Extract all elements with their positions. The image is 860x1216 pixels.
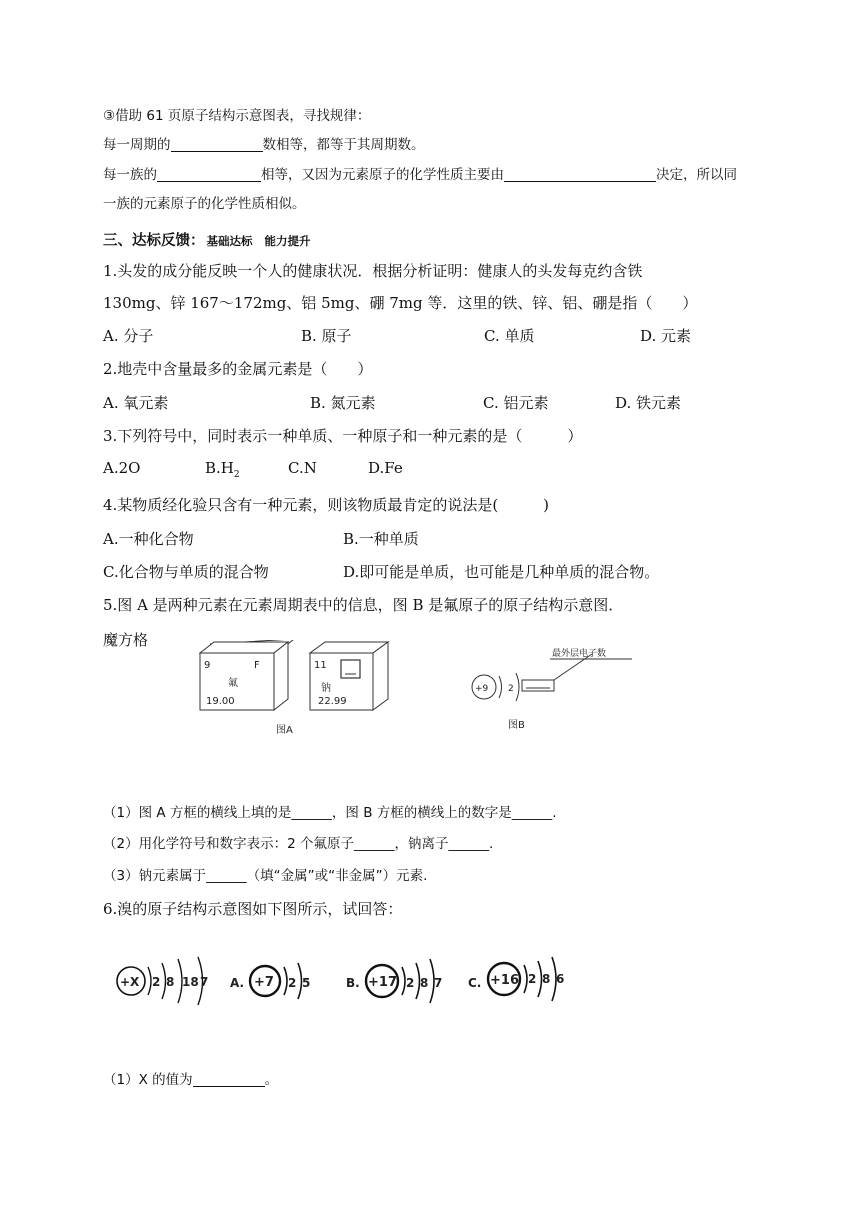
sodium-symbol-box (341, 660, 360, 678)
group-blank-1[interactable] (157, 168, 261, 183)
q1-line2: 130mg、锌 167～172mg、铝 5mg、硼 7mg 等．这里的铁、锌、铝、硼是指（ ） (103, 294, 698, 312)
atom-b-shell-3: 7 (434, 976, 443, 990)
section3-title: 三、达标反馈： (103, 233, 205, 249)
atom-option-c (468, 957, 564, 1001)
section3-heading (103, 229, 311, 250)
outer-electron-label: 最外层电子数 (552, 649, 607, 659)
x-value-blank[interactable] (193, 1073, 265, 1088)
figure-b (466, 640, 636, 740)
q3-option-b-sub: 2 (233, 470, 240, 480)
atom-diagrams (112, 945, 592, 1015)
atom-a-shell-2: 5 (302, 976, 311, 990)
sodium-mass: 22.99 (318, 696, 347, 707)
period-blank[interactable] (171, 138, 263, 153)
group-rule (103, 163, 737, 183)
period-rule-a: 每一周期的 (103, 137, 171, 153)
q3-option-b (205, 459, 240, 480)
q2-option-a: A. 氧元素 (103, 394, 169, 412)
q1-option-d: D. 元素 (640, 327, 692, 345)
sodium-number: 11 (314, 660, 327, 671)
q1-option-c: C. 单质 (484, 327, 535, 345)
q4-stem: 4.某物质经化验只含有一种元素，则该物质最肯定的说法是( ) (103, 496, 550, 514)
q5-sub2: （2）用化学符号和数字表示：2 个氟原子______，钠离子______. (103, 836, 494, 852)
atom-bromine (117, 957, 208, 1005)
atom-option-a (230, 963, 310, 999)
q2-option-d: D. 铁元素 (615, 394, 682, 412)
atom-option-b (346, 959, 442, 1003)
atom-b-shell-1: 2 (406, 976, 415, 990)
figure-a-caption: 图A (276, 725, 293, 736)
q4-option-c: C.化合物与单质的混合物 (103, 563, 269, 581)
bromine-charge: +X (120, 975, 140, 989)
bromine-shell-2: 8 (166, 975, 175, 989)
section3-sub1: 基础达标 (206, 234, 253, 248)
figure-a (190, 640, 430, 740)
q5-sub3: （3）钠元素属于______（填“金属”或“非金属”）元素. (103, 868, 428, 884)
atom-c-shell-3: 6 (556, 972, 565, 986)
outer-electron-box (522, 680, 554, 691)
atom-c-prefix: C. (468, 976, 482, 990)
shell-arc-1 (499, 676, 502, 698)
fluorine-number: 9 (204, 660, 211, 671)
atom-c-shell-1: 2 (528, 972, 537, 986)
period-rule-b: 数相等，都等于其周期数。 (262, 137, 425, 153)
atom-a-prefix: A. (230, 976, 245, 990)
q6-sub1 (103, 1068, 278, 1088)
q3-option-b-main: B.H (205, 459, 234, 477)
sodium-name: 钠 (321, 683, 331, 694)
section3-sub2: 能力提升 (264, 234, 311, 248)
group-rule-a: 每一族的 (103, 167, 157, 183)
q1-option-a: A. 分子 (103, 327, 154, 345)
fluorine-nucleus-charge: +9 (475, 684, 489, 694)
fluorine-mass: 19.00 (206, 696, 235, 707)
q4-option-b: B.一种单质 (343, 530, 419, 548)
period-rule (103, 133, 425, 153)
shell-arc-2 (516, 673, 519, 701)
bromine-shell-1: 2 (152, 975, 161, 989)
fluorine-symbol: F (254, 660, 260, 671)
q6-sub1-b: 。 (264, 1072, 279, 1088)
bromine-shell-4: 7 (200, 975, 209, 989)
q6-sub1-a: （1）X 的值为 (103, 1072, 193, 1088)
q5-stem: 5.图 A 是两种元素在元素周期表中的信息，图 B 是氟原子的原子结构示意图． (103, 596, 624, 614)
atom-a-charge: +7 (254, 975, 274, 990)
fluorine-name: 氟 (228, 678, 238, 689)
atom-b-prefix: B. (346, 976, 360, 990)
item3-prefix: ③借助 61 页原子结构示意图表，寻找规律： (103, 108, 371, 124)
group-rule-d: 一族的元素原子的化学性质相似。 (103, 196, 306, 212)
watermark-text: 魔方格 (103, 631, 149, 649)
q3-stem: 3.下列符号中，同时表示一种单质、一种原子和一种元素的是（ ） (103, 427, 583, 445)
atom-a-shell-1: 2 (288, 976, 297, 990)
q3-option-a: A.2O (103, 459, 141, 477)
q4-option-a: A.一种化合物 (103, 530, 194, 548)
figure-b-caption: 图B (508, 720, 525, 731)
group-blank-2[interactable] (504, 168, 656, 183)
q2-option-b: B. 氮元素 (310, 394, 376, 412)
q2-option-c: C. 铝元素 (483, 394, 549, 412)
group-rule-c: 决定，所以同 (656, 167, 737, 183)
atom-b-charge: +17 (368, 975, 397, 990)
q1-option-b: B. 原子 (301, 327, 352, 345)
fluorine-shell-1: 2 (508, 684, 514, 694)
q4-option-d: D.即可能是单质，也可能是几种单质的混合物。 (343, 563, 660, 581)
q2-stem: 2.地壳中含量最多的金属元素是（ ） (103, 360, 373, 378)
q5-sub1: （1）图 A 方框的横线上填的是______，图 B 方框的横线上的数字是______. (103, 805, 557, 821)
group-rule-b: 相等，又因为元素原子的化学性质主要由 (261, 167, 504, 183)
bromine-shell-3: 18 (182, 975, 199, 989)
q1-line1: 1.头发的成分能反映一个人的健康状况．根据分析证明：健康人的头发每克约含铁 (103, 262, 643, 280)
q6-stem: 6.溴的原子结构示意图如下图所示，试回答： (103, 900, 403, 918)
atom-c-shell-2: 8 (542, 972, 551, 986)
atom-c-charge: +16 (490, 973, 519, 988)
q3-option-c: C.N (288, 459, 317, 477)
atom-b-shell-2: 8 (420, 976, 429, 990)
q3-option-d: D.Fe (368, 459, 403, 477)
